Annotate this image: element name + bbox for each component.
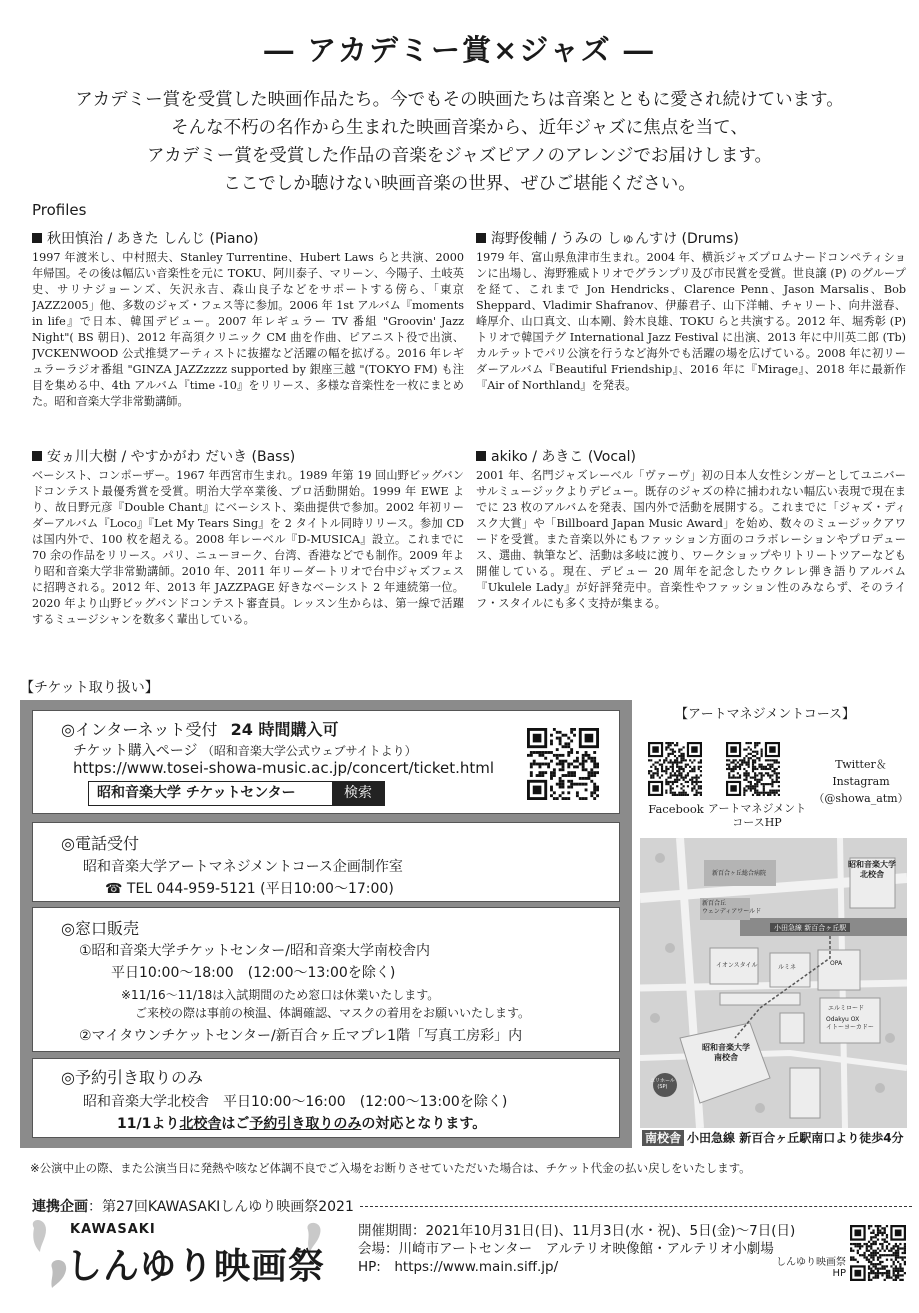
dashed-divider [360, 1206, 912, 1207]
map-caption-text: 小田急線 新百合ヶ丘駅南口より徒歩4分 [687, 1131, 904, 1145]
ticket-reserve-box [32, 1058, 620, 1138]
map-label: ユリホール (SP) [650, 1078, 675, 1090]
intro-line: そんな不朽の名作から生まれた映画音楽から、近年ジャズに焦点を当て、 [171, 118, 748, 138]
search-text: 昭和音楽大学 チケットセンター [97, 785, 296, 801]
campus-map [640, 838, 907, 1128]
festival-qr-code[interactable] [850, 1225, 906, 1281]
intro-text [0, 86, 919, 198]
festival-logo-top: KAWASAKI [70, 1222, 156, 1237]
search-button[interactable]: 検索 [332, 782, 384, 805]
map-caption-tag: 南校舎 [642, 1130, 684, 1146]
collab-label: 連携企画 [32, 1199, 88, 1215]
ticket-url-link[interactable]: https://www.tosei-showa-music.ac.jp/concert/ticket.html [73, 759, 495, 777]
ticket-info-panel [20, 700, 632, 1148]
phone-heading: ◎電話受付 [61, 834, 139, 853]
map-label: エルミロード [828, 1005, 865, 1012]
ticket-counter-box [32, 907, 620, 1052]
refund-notice: ※公演中止の際、また公演当日に発熱や咳など体調不良でご入場をお断りさせていただいた場合は、チケット代金の払い戻しをいたします。 [30, 1161, 751, 1175]
ticket-internet-box [32, 710, 620, 814]
counter-heading: ◎窓口販売 [61, 919, 139, 938]
internet-heading: ◎インターネット受付 [61, 720, 218, 739]
festival-logo-main: しんゆり映画祭 [66, 1246, 326, 1287]
map-north-school-label: 昭和音楽大学 北校舎 [848, 860, 896, 879]
intro-line: アカデミー賞を受賞した映画作品たち。今でもその映画たちは音楽とともに愛され続けています。 [75, 90, 844, 110]
ticket-qr-code[interactable] [527, 728, 599, 800]
profile-name-bass: 安ヵ川大樹 / やすかがわ だいき (Bass) [32, 446, 295, 466]
counter-item-2: ②マイタウンチケットセンター/新百合ヶ丘マプレ1階「写真工房彩」内 [79, 1028, 523, 1044]
intro-line: アカデミー賞を受賞した作品の音楽をジャズピアノのアレンジでお届けします。 [146, 146, 773, 166]
square-bullet-icon [476, 451, 486, 461]
facebook-qr-code[interactable] [648, 742, 702, 796]
ticket-phone-box [32, 822, 620, 902]
map-label: ルミネ [778, 964, 797, 971]
phone-office: 昭和音楽大学アートマネジメントコース企画制作室 [83, 859, 403, 875]
square-bullet-icon [476, 233, 486, 243]
festival-logo [28, 1218, 328, 1290]
square-bullet-icon [32, 451, 42, 461]
reserve-note: 11/1より北校舎はご予約引き取りのみの対応となります。 [117, 1116, 487, 1132]
course-hp-label: アートマネジメント コースHP [707, 802, 807, 829]
festival-period: 開催期間：2021年10月31日(日)、11月3日(水・祝)、5日(金)～7日(日) [358, 1223, 796, 1239]
profile-bio-bass: ベーシスト、コンポーザー。1967 年西宮市生まれ。1989 年第 19 回山野ビッグバンドコンテスト最優秀賞を受賞。明治大学卒業後、プロ活動開始。1999 年 EWE より、故日野元彦『Double Chant』にベーシスト、楽曲提供で参加。2002 年初リーダーアルバム『Loco』『Let My Tears Sing』を 2 タイトル同時リリース。参加 CD は国内外で、100 枚を超える。2008 年レーベル『D-MUSICA』設立。これまでに 70 余の作品をリリース。パリ、ニューヨーク、台湾、香港などでも制作。2009 年より昭和音楽大学非常勤講師。2010 年、2011 年リーダートリオで台中ジャズフェスに招聘される。2012 年、2013 年 JAZZPAGE 好きなベーシスト 2 年連続第一位。2020 年より山野ビッグバンドコンテスト審査員。レッスン生からは、第一線で活躍するミュージシャンを数多く輩出している。 [32, 469, 464, 626]
course-hp-qr-code[interactable] [726, 742, 780, 796]
profile-bio-vocal: 2001 年、名門ジャズレーベル「ヴァーヴ」初の日本人女性シンガーとしてユニバーサルミュージックよりデビュー。既存のジャズの枠に捕われない幅広い表現で現在までに 23 枚のアルバムを発表、国内外で活動を展開する。これまでに「ジャズ・ディスク大賞」や「Billboard Japan Music Award」を始め、数々のミュージックアワードを受賞。また音楽以外にもファッション方面のコラボレーションやプロデュース、選曲、執筆など、活動は多岐に渡り、ワークショップやリトリートツアーなども開催している。現在、デビュー 20 周年を記念したウクレレ弾き語りアルバム『Ukulele Lady』が好評発売中。音楽性やファッション性のみならず、そのライフ・スタイルにも多く支持が集まる。 [476, 469, 906, 610]
map-caption [640, 1128, 907, 1148]
map-station-label: 小田急線 新百合ヶ丘駅 [774, 924, 847, 932]
social-account-label: Twitter＆Instagram （@showa_atm） [813, 758, 909, 805]
facebook-label: Facebook [648, 802, 704, 816]
festival-venue: 会場：川崎市アートセンター アルテリオ映像館・アルテリオ小劇場 [358, 1241, 774, 1257]
profile-bio-drums: 1979 年、富山県魚津市生まれ。2004 年、横浜ジャズプロムナードコンペティションに出場し、海野雅威トリオでグランプリ及び市民賞を受賞。世良譲 (P) のグループを経て、これまで Jon Hendricks、Clarence Penn、Jason Marsalis、Bob Sheppard、Vladimir Shafranov、伊藤君子、山下洋輔、チャリート、向井滋春、峰厚介、山口真文、山本剛、鈴木良雄、TOKU らと共演する。2012 年、堀秀彰 (P) トリオで韓国テグ International Jazz Festival に出演、2013 年に中川英二郎 (Tb) カルテットでパリ公演を行うなど海外でも活躍の場を広げている。2008 年に初リーダーアルバム『Beautiful Friendship』、2016 年に『Mirage』、2018 年に最新作『Air of Northland』を発表。 [476, 251, 906, 392]
ticket-section-label: 【チケット取り扱い】 [20, 680, 159, 696]
reserve-heading: ◎予約引き取りのみ [61, 1068, 203, 1087]
counter-note-1: ※11/16～11/18は入試期間のため窓口は休業いたします。 [121, 988, 440, 1002]
festival-info [358, 1222, 795, 1276]
counter-item-1: ①昭和音楽大学チケットセンター/昭和音楽大学南校舎内 [79, 943, 431, 959]
collaboration-banner [32, 1196, 912, 1216]
map-label: Odakyu OX イトーヨーカドー [826, 1016, 874, 1031]
profile-bio-piano: 1997 年渡米し、中村照夫、Stanley Turrentine、Hubert Laws らと共演、2000 年帰国。その後は幅広い音楽性を元に TOKU、阿川泰子、マリーン、今陽子、土岐英史、サリナジョーンズ、矢沢永吉、森山良子などをサポートする傍ら、「東京 JAZZ2005」他、多数のジャズ・フェス等に参加。2006 年 1st アルバム『moments in life』で日本、韓国デビュー。2007 年レギュラー TV 番組 "Groovin' Jazz Night"( BS 朝日)、2012 年高須クリニック CM 曲を作曲、ピアニスト役で出演、JVCKENWOOD 公式推奨アーティストに抜擢など活躍の幅を拡げる。2016 年レギュラーラジオ番組 "GINZA JAZZzzzz supported by 銀座三越 "(TOKYO FM) も注目を集める中、4th アルバム『time -10』をリリース、多様な音楽性を一枚にまとめた。昭和音楽大学非常勤講師。 [32, 251, 464, 408]
profile-name-drums: 海野俊輔 / うみの しゅんすけ (Drums) [476, 228, 739, 248]
map-label: イオンスタイル [716, 962, 758, 969]
profiles-heading: Profiles [32, 201, 87, 219]
campus-map-drawing [640, 838, 907, 1128]
map-label: 新百合丘 ウェンディアワールド [702, 900, 762, 915]
collab-text: ：第27回KAWASAKIしんゆり映画祭2021 [88, 1199, 354, 1215]
ticket-page-note: （昭和音楽大学公式ウェブサイトより） [201, 744, 417, 758]
map-label: OPA [830, 960, 843, 967]
profile-name-vocal: akiko / あきこ (Vocal) [476, 446, 636, 466]
counter-item-1-hours: 平日10:00～18:00 (12:00～13:00を除く) [111, 965, 396, 981]
counter-note-2: ご来校の際は事前の検温、体調確認、マスクの着用をお願いいたします。 [135, 1006, 531, 1020]
reserve-place: 昭和音楽大学北校舎 平日10:00～16:00 (12:00～13:00を除く) [83, 1094, 508, 1110]
map-south-school-label: 昭和音楽大学 南校舎 [702, 1043, 750, 1062]
page-title: ― アカデミー賞×ジャズ ― [264, 33, 655, 67]
square-bullet-icon [32, 233, 42, 243]
internet-hours: 24 時間購入可 [230, 720, 339, 739]
festival-hp-link[interactable]: HP: https://www.main.siff.jp/ [358, 1259, 559, 1275]
art-management-label: 【アートマネジメントコース】 [675, 707, 856, 722]
ticket-page-label: チケット購入ページ [73, 743, 198, 759]
search-bar[interactable] [88, 781, 385, 806]
profile-name-piano: 秋田慎治 / あきた しんじ (Piano) [32, 228, 258, 248]
intro-line: ここでしか聴けない映画音楽の世界、ぜひご堪能ください。 [223, 174, 696, 194]
festival-qr-label: しんゆり映画祭 HP [776, 1257, 846, 1279]
phone-number[interactable]: ☎ TEL 044-959-5121 (平日10:00～17:00) [105, 881, 394, 897]
map-label: 新百合ヶ丘総合病院 [712, 870, 767, 877]
